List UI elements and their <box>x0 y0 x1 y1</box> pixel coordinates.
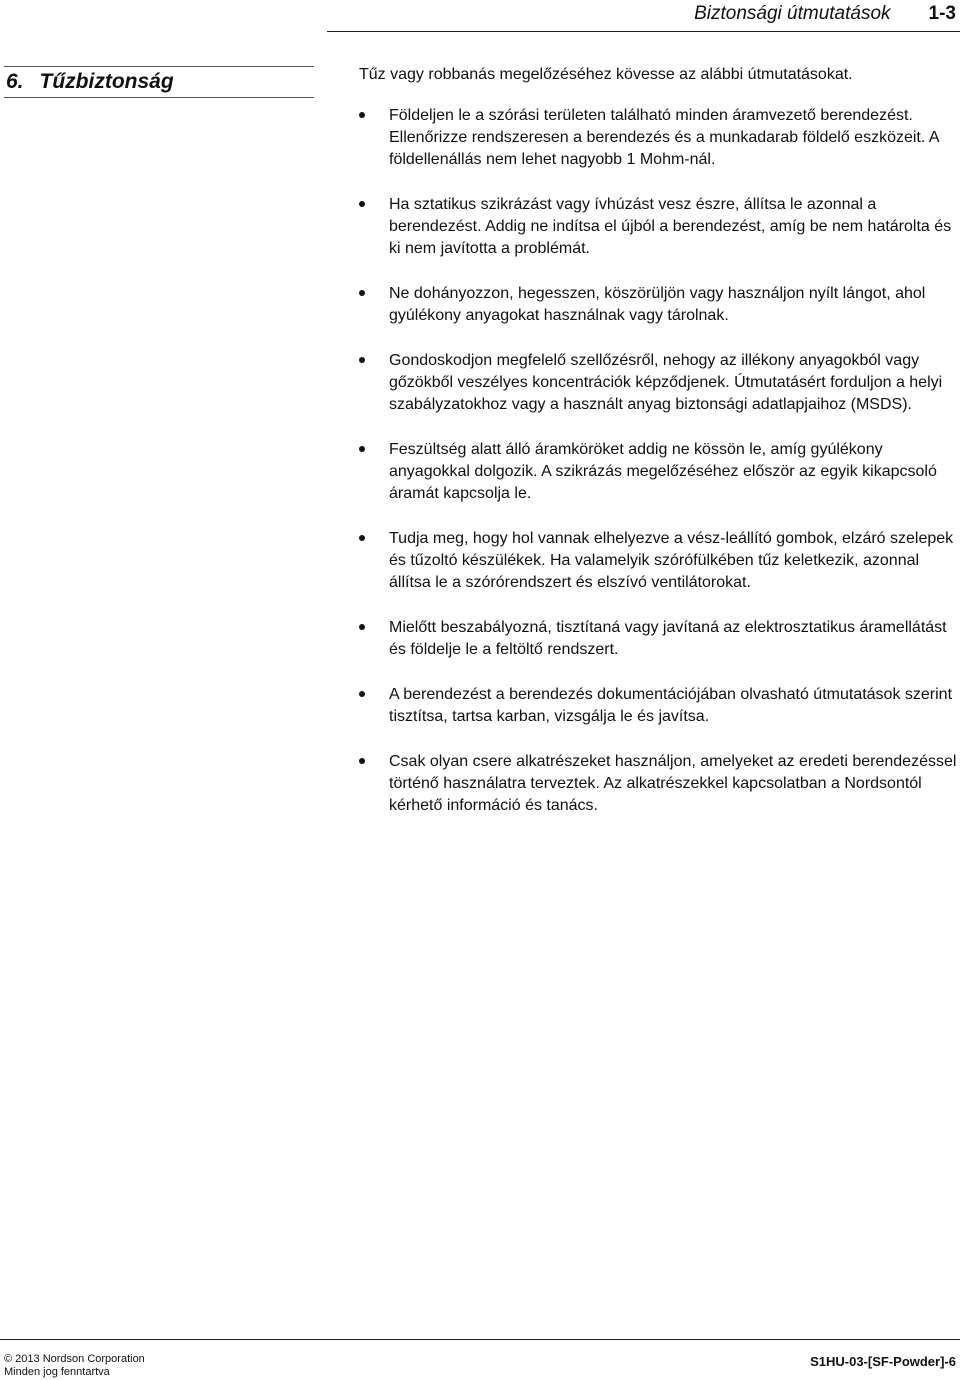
bullet-item <box>359 751 957 817</box>
bullet-text: Mielőtt beszabályozná, tisztítaná vagy javítaná az elektrosztatikus áramellátást és földelje le a feltöltő rendszert. <box>389 619 947 658</box>
rights-text: Minden jog fenntartva <box>4 1366 110 1378</box>
bullet-text: Feszültség alatt álló áramköröket addig ne kössön le, amíg gyúlékony anyagokkal dolgozik. A szikrázás megelőzéséhez először az egyik kikapcsoló áramát kapcsolja le. <box>389 441 937 502</box>
bullet-text: Földeljen le a szórási területen található minden áramvezető berendezést. Ellenőrizze rendszeresen a berendezés és a munkadarab földelő eszközeit. A földellenállás nem lehet nagyobb 1 Mohm-nál. <box>389 107 939 168</box>
bullet-icon <box>359 201 365 207</box>
bullet-text: Gondoskodjon megfelelő szellőzésről, nehogy az illékony anyagokból vagy gőzökből veszélyes koncentrációk képződjenek. Útmutatásért forduljon a helyi szabályzatokhoz vagy a használt anyag biztonsági adatlapjaihoz (MSDS). <box>389 352 943 413</box>
bullet-item <box>359 439 957 505</box>
bullet-text: Tudja meg, hogy hol vannak elhelyezve a vész-leállító gombok, elzáró szelepek és tűzoltó készülékek. Ha valamelyik szórófülkében tűz keletkezik, azonnal állítsa le a szórórendszert és elszívó ventilátorokat. <box>389 530 954 591</box>
section-title: Tűzbiztonság <box>39 70 174 93</box>
footer-rule <box>0 1339 960 1340</box>
bullet-icon <box>359 691 365 697</box>
bullet-list <box>359 105 957 817</box>
document-id: S1HU-03-[SF-Powder]-6 <box>810 1354 956 1369</box>
bullet-icon <box>359 624 365 630</box>
bullet-icon <box>359 290 365 296</box>
page-number: 1-3 <box>928 3 956 24</box>
bullet-icon <box>359 535 365 541</box>
intro-paragraph: Tűz vagy robbanás megelőzéséhez kövesse az alábbi útmutatásokat. <box>359 66 853 83</box>
bullet-icon <box>359 357 365 363</box>
bullet-item <box>359 105 957 171</box>
bullet-item <box>359 350 957 416</box>
section-heading <box>4 66 314 98</box>
bullet-item <box>359 283 957 327</box>
page-header <box>694 0 960 28</box>
header-title: Biztonsági útmutatások <box>694 3 891 24</box>
bullet-text: Ha sztatikus szikrázást vagy ívhúzást vesz észre, állítsa le azonnal a berendezést. Addig ne indítsa el újból a berendezést, amíg be nem határolta és ki nem javította a problémát. <box>389 196 952 257</box>
bullet-icon <box>359 758 365 764</box>
bullet-item <box>359 528 957 594</box>
section-content <box>359 64 957 840</box>
bullet-text: A berendezést a berendezés dokumentációjában olvasható útmutatások szerint tisztítsa, tartsa karban, vizsgálja le és javítsa. <box>389 686 953 725</box>
section-number: 6. <box>6 70 24 93</box>
bullet-text: Csak olyan csere alkatrészeket használjon, amelyeket az eredeti berendezéssel történő használatra terveztek. Az alkatrészekkel kapcsolatban a Nordsontól kérhető információ és tanács. <box>389 753 957 814</box>
footer-copyright-block <box>4 1353 145 1379</box>
bullet-icon <box>359 112 365 118</box>
header-rule <box>327 31 960 32</box>
bullet-item <box>359 684 957 728</box>
bullet-item <box>359 617 957 661</box>
bullet-item <box>359 194 957 260</box>
bullet-icon <box>359 446 365 452</box>
bullet-text: Ne dohányozzon, hegesszen, köszörüljön vagy használjon nyílt lángot, ahol gyúlékony anyagokat használnak vagy tárolnak. <box>389 285 926 324</box>
copyright-text: © 2013 Nordson Corporation <box>4 1353 145 1365</box>
